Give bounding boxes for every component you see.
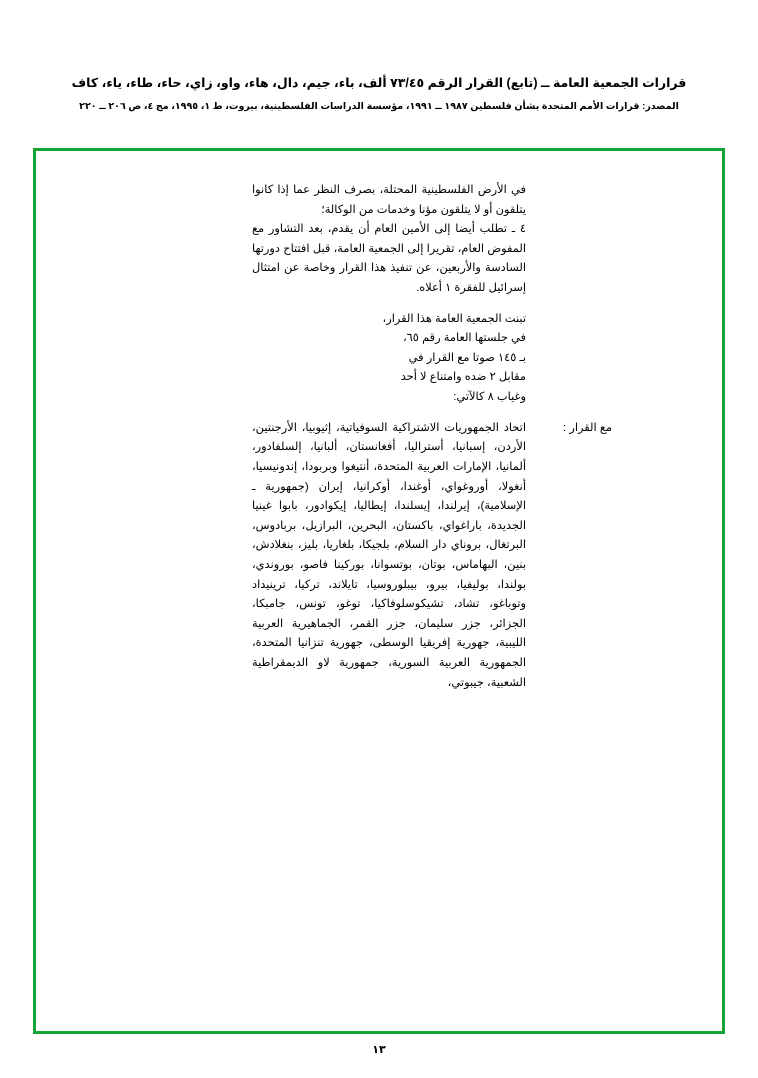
tally-line: في جلستها العامة رقم ٦٥، <box>402 332 526 345</box>
tally-line: وغياب ٨ كالآتي: <box>453 391 526 404</box>
page-number: ١٣ <box>372 1044 386 1056</box>
tally-line: بـ ١٤٥ صوتا مع القرار في <box>408 351 526 364</box>
vote-tally-block <box>252 310 526 408</box>
header-source-line: المصدر: قرارات الأمم المتحدة بشأن فلسطين ١٩٨٧ ــ ١٩٩١، مؤسسة الدراسات الفلسطينية، بيروت، ط ١، ١٩٩٥، مج ٤، ص ٢٠٦ ــ ٢٢٠ <box>79 100 679 112</box>
votes-in-favour-label: مع القرار : <box>562 421 612 434</box>
paragraph-continuation: في الأرض الفلسطينية المحتلة، بصرف النظر عما إذا كانوا يتلقون أو لا يتلقون مؤنا وخدمات من الوكالة؛ <box>252 184 526 216</box>
votes-in-favour-block <box>252 419 612 694</box>
page-header <box>0 74 758 114</box>
header-title: قرارات الجمعية العامة ــ (تابع) القرار الرقم ٧٣/٤٥ ألف، باء، جيم، دال، هاء، واو، زاي، حاء، طاء، ياء، كاف <box>71 76 687 90</box>
tally-line: مقابل ٢ ضده وامتناع لا أحد <box>400 371 526 384</box>
body-text-column <box>252 181 612 693</box>
green-content-frame <box>33 148 725 1034</box>
votes-in-favour-country-list: اتحاد الجمهوريات الاشتراكية السوفياتية، إثيوبيا، الأرجنتين، الأردن، إسبانيا، أستراليا، أفغانستان، ألبانيا، إلسلفادور، ألمانيا، الإمارات العربية المتحدة، أنتيغوا وبربودا، إندونيسيا، أنغولا، أوروغواي، أوغندا، أوكرانيا، إيران (جمهورية ـ الإسلامية)، إيرلندا، إيسلندا، إيطاليا، إيكوادور، بابوا غينيا الجديدة، باراغواي، باكستان، البحرين، البرازيل، بربادوس، البرتغال، بروناي دار السلام، بلجيكا، بلغاريا، بليز، بنغلادش، بنين، البهاماس، بوتان، بوتسوانا، بوركينا فاصو، بوروندي، بولندا، بوليفيا، بيرو، بيبلوروسيا، تايلاند، تركيا، ترينيداد وتوباغو، تشاد، تشيكوسلوفاكيا، توغو، تونس، جامبكا، الجزائر، جزر سليمان، جزر القمر، الجماهيرية العربية الليبية، جهورية إفريقيا الوسطى، جهورية تنزانيا المتحدة، الجمهورية العربية السورية، جمهورية لاو الديمقراطية الشعبية، جيبوتي، <box>252 421 526 689</box>
tally-line: تبنت الجمعية العامة هذا القرار، <box>382 312 526 325</box>
paragraph-item-4: ٤ ـ تطلب أيضا إلى الأمين العام أن يقدم، بعد التشاور مع المفوض العام، تقريرا إلى الجمعية العامة، قبل افتتاح دورتها السادسة والأربعين، عن تنفيذ هذا القرار وخاصة عن امتثال إسرائيل للفقرة ١ أعلاه. <box>252 223 526 295</box>
